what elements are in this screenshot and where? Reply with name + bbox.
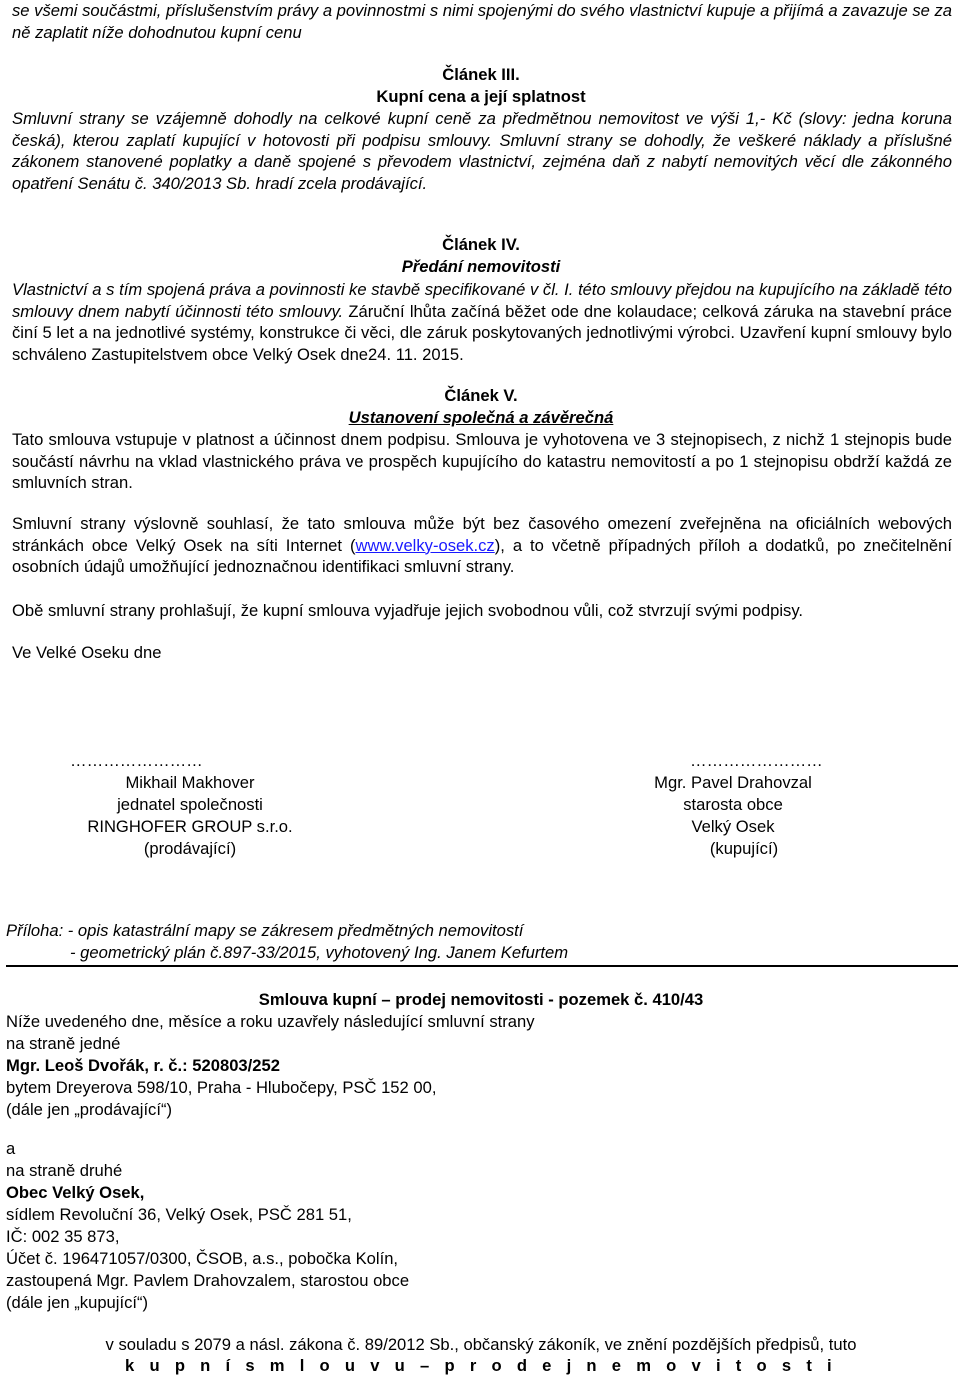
law-reference: v souladu s 2079 a násl. zákona č. 89/2012 Sb., občanský zákoník, ve znění pozdějších předpisů, tuto <box>105 1335 857 1354</box>
buyer-seat: sídlem Revoluční 36, Velký Osek, PSČ 281 51, <box>6 1205 352 1224</box>
buyer-representative: zastoupená Mgr. Pavlem Drahovzalem, starostou obce <box>6 1271 410 1290</box>
article-3-heading: Článek III. <box>442 65 520 84</box>
signature-line: …………………… <box>690 751 823 770</box>
section-divider <box>6 965 958 967</box>
contract-2-title: Smlouva kupní – prodej nemovitosti - pozemek č. 410/43 <box>258 990 704 1009</box>
article-5-para-2 <box>12 513 952 578</box>
buyer-account: Účet č. 196471057/0300, ČSOB, a.s., pobočka Kolín, <box>6 1249 399 1268</box>
place-and-date: Ve Velké Oseku dne <box>12 643 162 662</box>
side-2-label: na straně druhé <box>6 1161 123 1180</box>
article-5-subheading: Ustanovení společná a závěrečná <box>348 408 614 427</box>
article-4-warranty: Záruční lhůta začíná běžet ode dne kolaudace; celková záruka na stavební práce činí 5 let a na jednotlivé systémy, konstrukce či věci, dle záruk poskytovaných jednotlivými výrobci. Uzavření kupní smlouvy bylo schváleno Zastupitelstvem obce Velký Osek dne24. 11. 2015. <box>12 301 952 364</box>
buyer-name: Obec Velký Osek, <box>6 1183 145 1202</box>
signature-block-buyer <box>618 750 848 860</box>
article-4-subheading: Předání nemovitosti <box>401 257 561 276</box>
article-5-para-1: Tato smlouva vstupuje v platnost a účinnost dnem podpisu. Smlouva je vyhotovena ve 3 stejnopisech, z nichž 1 stejnopis bude součástí návrhu na vklad vlastnického práva ve prospěch kupujícího do katastru nemovitostí a po 1 stejnopisu obdrží každá ze smluvních stran. <box>12 430 952 493</box>
contract-2-intro: Níže uvedeného dne, měsíce a roku uzavřely následující smluvní strany <box>6 1012 535 1031</box>
side-1-label: na straně jedné <box>6 1034 121 1053</box>
buyer-role: (dále jen „kupující“) <box>6 1293 149 1312</box>
seller-address: bytem Dreyerova 598/10, Praha - Hlubočepy, PSČ 152 00, <box>6 1078 437 1097</box>
signatory-role: starosta obce <box>683 795 783 814</box>
buyer-ic: IČ: 002 35 873, <box>6 1227 120 1246</box>
signatory-party: (prodávající) <box>143 839 237 858</box>
article-3-price-line-2: koruna česká), kterou zaplatí kupující v hotovosti při podpisu smlouvy. <box>12 109 952 150</box>
signature-line: …………………… <box>70 751 203 770</box>
intro-paragraph: se všemi součástmi, příslušenstvím právy a povinnostmi s nimi spojenými do svého vlastnictví kupuje a přijímá a zavazuje se za ně zaplatit níže dohodnutou kupní cenu <box>12 1 952 42</box>
article-3-text <box>12 108 952 194</box>
seller-role: (dále jen „prodávající“) <box>6 1100 173 1119</box>
contract-spaced-title: k u p n í s m l o u v u – p r o d e j n e m o v i t o s t i <box>125 1356 837 1375</box>
signatory-organization: RINGHOFER GROUP s.r.o. <box>87 817 293 836</box>
signatory-role: jednatel společnosti <box>117 795 263 814</box>
article-4-transfer: Vlastnictví a s tím spojená práva a povinnosti ke stavbě specifikované v čl. I. této smlouvy přejdou na kupujícího na základě této smlouvy dnem nabytí účinnosti této smlouvy. <box>12 280 952 321</box>
article-3-price-line: Smluvní strany se vzájemně dohodly na celkové kupní ceně za předmětnou nemovitost ve výši 1,- Kč (slovy: jedna <box>12 109 895 128</box>
attachment-line-2: - geometrický plán č.897-33/2015, vyhotovený Ing. Janem Kefurtem <box>70 943 569 962</box>
article-4-text <box>12 279 952 365</box>
article-3-fees: Smluvní strany se dohodly, že veškeré náklady a příslušné zákonem stanovené poplatky a daně spojené s převodem vlastnictví, zejména daň z nabytí nemovitých věcí dle zákonného opatření Senátu č. 340/2013 Sb. hradí zcela prodávající. <box>12 130 952 193</box>
article-5-para-2-start: Smluvní strany výslovně souhlasí, že tato smlouva může být bez časového omezení zveřejněna na oficiálních webových stránkách obce Velký Osek na síti Internet ( <box>12 514 952 555</box>
article-4-heading: Článek IV. <box>442 235 520 254</box>
signatory-name: Mgr. Pavel Drahovzal <box>654 773 812 792</box>
website-link[interactable]: www.velky-osek.cz <box>355 535 495 555</box>
signatory-organization: Velký Osek <box>691 817 775 836</box>
signature-block-seller <box>60 750 320 860</box>
article-5-para-3: Obě smluvní strany prohlašují, že kupní smlouva vyjadřuje jejich svobodnou vůli, což stvrzují svými podpisy. <box>12 601 804 620</box>
signatory-name: Mikhail Makhover <box>125 773 255 792</box>
article-5-para-2-end: ), a to včetně případných příloh a dodatků, po znečitelnění osobních údajů umožňující jednoznačnou identifikaci smluvní strany. <box>12 535 952 577</box>
seller-name: Mgr. Leoš Dvořák, r. č.: 520803/252 <box>6 1056 280 1075</box>
article-5-heading: Článek V. <box>444 386 518 405</box>
article-3-subheading: Kupní cena a její splatnost <box>376 87 586 106</box>
conjunction: a <box>6 1139 16 1158</box>
signatory-party: (kupující) <box>709 839 779 858</box>
attachment-line-1: Příloha: - opis katastrální mapy se zákresem předmětných nemovitostí <box>6 921 524 940</box>
